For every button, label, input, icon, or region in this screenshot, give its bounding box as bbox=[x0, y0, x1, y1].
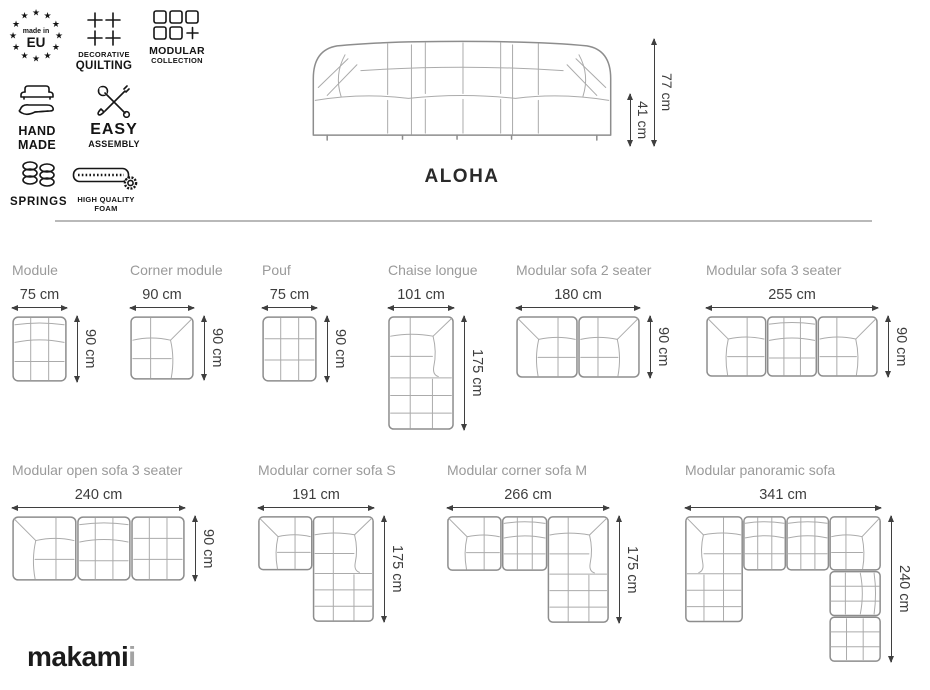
vertical-arrow bbox=[384, 516, 385, 622]
vertical-arrow bbox=[654, 39, 655, 146]
badge-modular-collection bbox=[144, 10, 210, 66]
module-label: Modular corner sofa M bbox=[447, 462, 588, 478]
vertical-arrow bbox=[77, 316, 78, 382]
module-item-corner-sofa-m bbox=[447, 462, 640, 623]
hand-sofa-icon bbox=[15, 84, 59, 120]
brand-logo-main: makami bbox=[27, 641, 129, 672]
width-value: 240 cm bbox=[74, 487, 123, 503]
sofa-2-seater-top-view-drawing bbox=[516, 316, 640, 378]
svg-text:★: ★ bbox=[12, 20, 21, 30]
seat-height-value: 41 cm bbox=[635, 100, 651, 140]
svg-text:★: ★ bbox=[51, 43, 60, 53]
svg-text:★: ★ bbox=[31, 8, 41, 19]
brand-logo-accent: i bbox=[128, 641, 136, 672]
depth-value: 90 cm bbox=[209, 328, 225, 368]
svg-text:★: ★ bbox=[54, 31, 64, 42]
foam-icon bbox=[72, 164, 140, 192]
svg-text:★: ★ bbox=[43, 51, 52, 62]
chaise-longue-top-view-drawing bbox=[388, 316, 454, 430]
width-value: 180 cm bbox=[554, 287, 602, 303]
module-item-open-sofa-3-seater bbox=[12, 462, 216, 581]
badge-label: HIGH QUALITY bbox=[77, 195, 135, 204]
module-label: Modular corner sofa S bbox=[258, 462, 396, 478]
badge-made-in-eu bbox=[6, 6, 66, 64]
seat-height-dimension bbox=[630, 94, 651, 146]
eu-text: EU bbox=[26, 35, 46, 50]
badge-label: DECORATIVE bbox=[78, 50, 130, 59]
vertical-arrow bbox=[619, 516, 620, 623]
depth-value: 240 cm bbox=[896, 565, 912, 613]
sofa-front-view-drawing bbox=[303, 33, 621, 147]
module-item-corner-sofa-s bbox=[258, 462, 405, 622]
vertical-arrow bbox=[630, 94, 631, 146]
depth-value: 175 cm bbox=[624, 545, 640, 594]
depth-value: 90 cm bbox=[200, 528, 216, 569]
horizontal-arrow bbox=[12, 307, 67, 308]
module-label: Modular sofa 3 seater bbox=[706, 262, 842, 278]
badge-label: ASSEMBLY bbox=[88, 139, 140, 150]
module-label: Modular panoramic sofa bbox=[685, 462, 836, 478]
vertical-arrow bbox=[888, 316, 889, 377]
horizontal-arrow bbox=[447, 507, 609, 508]
corner-sofa-m-top-view-drawing bbox=[447, 516, 609, 623]
module-label: Chaise longue bbox=[388, 262, 478, 278]
vertical-arrow bbox=[204, 316, 205, 380]
modular-collection-icon bbox=[153, 10, 201, 40]
horizontal-arrow bbox=[516, 307, 640, 308]
width-value: 266 cm bbox=[504, 487, 552, 503]
module-item-panoramic-sofa bbox=[685, 462, 912, 662]
width-value: 75 cm bbox=[269, 287, 310, 303]
eu-stars-icon bbox=[7, 6, 65, 64]
sofa-3-seater-top-view-drawing bbox=[706, 316, 878, 377]
horizontal-arrow bbox=[12, 507, 185, 508]
width-value: 101 cm bbox=[397, 287, 445, 303]
badge-label: HAND bbox=[18, 124, 56, 138]
depth-value: 175 cm bbox=[389, 545, 405, 593]
made-in-text: made in bbox=[22, 28, 50, 35]
svg-text:★: ★ bbox=[12, 43, 21, 53]
badge-label: EASY bbox=[90, 121, 138, 138]
corner-module-top-view-drawing bbox=[130, 316, 194, 380]
width-value: 90 cm bbox=[142, 287, 182, 303]
badge-label: MADE bbox=[17, 138, 56, 153]
module-label: Corner module bbox=[130, 262, 223, 278]
module-item-module bbox=[12, 262, 98, 382]
svg-text:★: ★ bbox=[31, 54, 41, 64]
vertical-arrow bbox=[891, 516, 892, 662]
width-value: 75 cm bbox=[19, 287, 60, 303]
corner-sofa-s-top-view-drawing bbox=[258, 516, 374, 622]
width-value: 255 cm bbox=[768, 287, 816, 303]
svg-text:★: ★ bbox=[51, 20, 60, 30]
module-top-view-drawing bbox=[12, 316, 67, 382]
badge-label: MODULAR bbox=[149, 45, 205, 57]
tools-icon bbox=[95, 84, 133, 118]
module-item-chaise-longue bbox=[388, 262, 485, 430]
depth-value: 90 cm bbox=[82, 329, 98, 369]
horizontal-arrow bbox=[388, 307, 454, 308]
width-value: 341 cm bbox=[759, 487, 807, 503]
module-label: Module bbox=[12, 262, 58, 278]
badge-decorative-quilting bbox=[70, 10, 138, 73]
depth-value: 175 cm bbox=[469, 349, 485, 397]
module-item-pouf bbox=[262, 262, 348, 382]
horizontal-arrow bbox=[258, 507, 374, 508]
depth-value: 90 cm bbox=[332, 329, 348, 369]
width-value: 191 cm bbox=[292, 487, 340, 503]
horizontal-arrow bbox=[706, 307, 878, 308]
svg-text:★: ★ bbox=[8, 31, 18, 42]
depth-value: 90 cm bbox=[655, 327, 671, 367]
section-divider bbox=[55, 220, 872, 222]
product-name: ALOHA bbox=[424, 166, 500, 187]
svg-text:★: ★ bbox=[20, 51, 29, 62]
badge-springs bbox=[10, 160, 66, 209]
badge-label: QUILTING bbox=[75, 59, 133, 72]
badge-label: FOAM bbox=[94, 203, 118, 213]
svg-text:★: ★ bbox=[43, 11, 52, 22]
badge-hand-made bbox=[8, 84, 66, 153]
vertical-arrow bbox=[650, 316, 651, 378]
pouf-top-view-drawing bbox=[262, 316, 317, 382]
badge-high-quality-foam bbox=[68, 164, 144, 213]
horizontal-arrow bbox=[685, 507, 881, 508]
depth-value: 90 cm bbox=[893, 326, 909, 367]
brand-logo bbox=[27, 641, 136, 673]
badge-label: COLLECTION bbox=[151, 56, 203, 66]
module-label: Modular sofa 2 seater bbox=[516, 262, 652, 278]
quilting-icon bbox=[85, 10, 123, 48]
springs-icon bbox=[20, 160, 56, 191]
module-label: Modular open sofa 3 seater bbox=[12, 462, 183, 478]
vertical-arrow bbox=[327, 316, 328, 382]
svg-text:★: ★ bbox=[20, 11, 29, 22]
panoramic-sofa-top-view-drawing bbox=[685, 516, 881, 662]
horizontal-arrow bbox=[262, 307, 317, 308]
module-item-sofa-3-seater bbox=[706, 262, 909, 377]
vertical-arrow bbox=[195, 516, 196, 581]
horizontal-arrow bbox=[130, 307, 194, 308]
open-sofa-3-seater-top-view-drawing bbox=[12, 516, 185, 581]
vertical-arrow bbox=[464, 316, 465, 430]
badge-label: SPRINGS bbox=[10, 196, 68, 208]
total-height-value: 77 cm bbox=[659, 73, 675, 112]
module-label: Pouf bbox=[262, 262, 291, 278]
module-item-sofa-2-seater bbox=[516, 262, 671, 378]
badge-easy-assembly bbox=[76, 84, 152, 150]
module-item-corner-module bbox=[130, 262, 225, 380]
total-height-dimension bbox=[654, 39, 675, 146]
